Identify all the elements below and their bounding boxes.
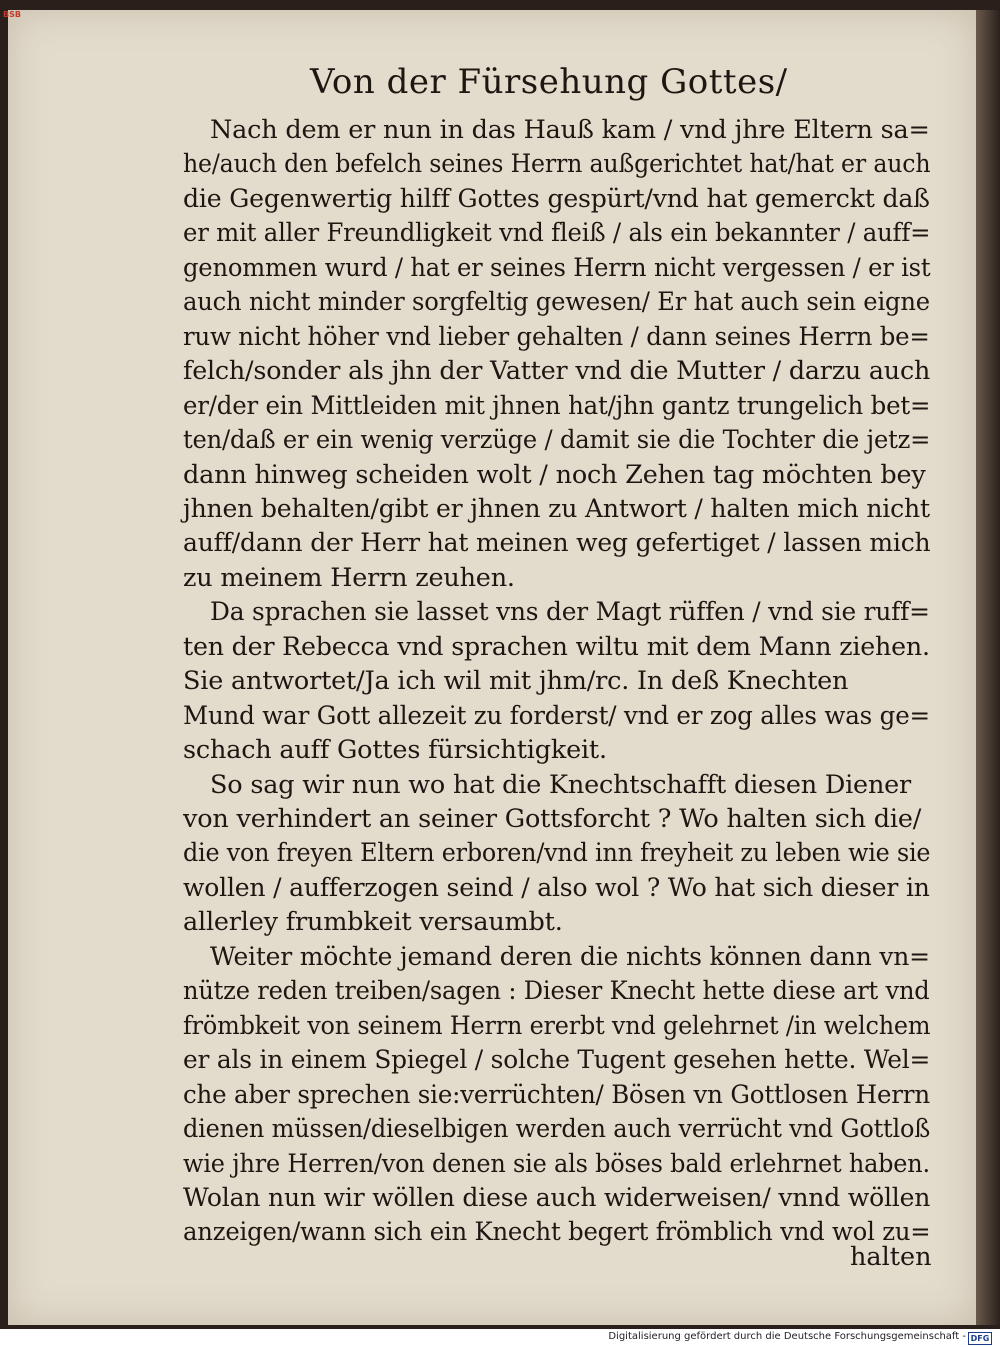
- footer-bar: [0, 1329, 1000, 1347]
- running-title: Von der Fürsehung Gottes/: [310, 62, 788, 102]
- text-line: Mund war Gott allezeit zu forderst/ vnd er zog alles was ge=: [183, 700, 930, 731]
- text-line: che aber sprechen sie:verrüchten/ Bösen vn Gottlosen Herrn: [183, 1079, 930, 1110]
- text-line: die von freyen Eltern erboren/vnd inn freyheit zu leben wie sie: [183, 838, 931, 869]
- text-line: nütze reden treiben/sagen : Dieser Knecht hette diese art vnd: [183, 976, 930, 1007]
- text-line: Sie antwortet/Ja ich wil mit jhm/rc. In deß Knechten: [183, 666, 849, 697]
- text-line: er mit aller Freundligkeit vnd fleiß / als ein bekannter / auff=: [183, 218, 931, 249]
- text-line: frömbkeit von seinem Herrn ererbt vnd gelehrnet /in welchem: [183, 1010, 931, 1041]
- dfg-logo: DFG: [968, 1332, 992, 1345]
- library-mark: BSB: [3, 10, 21, 19]
- text-line: die Gegenwertig hilff Gottes gespürt/vnd hat gemerckt daß: [183, 183, 930, 214]
- text-line: Wolan nun wir wöllen diese auch widerweisen/ vnnd wöllen: [183, 1182, 931, 1213]
- page-edge: [976, 10, 1000, 1325]
- text-line: Nach dem er nun in das Hauß kam / vnd jhre Eltern sa=: [210, 115, 930, 145]
- catchword: halten: [850, 1242, 932, 1272]
- text-line: dann hinweg scheiden wolt / noch Zehen tag möchten bey: [183, 459, 926, 490]
- text-line: dienen müssen/dieselbigen werden auch verrücht vnd Gottloß: [183, 1114, 931, 1145]
- text-line: auff/dann der Herr hat meinen weg gefertiget / lassen mich: [183, 528, 931, 559]
- text-line: ruw nicht höher vnd lieber gehalten / dann seines Herrn be=: [183, 321, 930, 352]
- text-line: So sag wir nun wo hat die Knechtschafft diesen Diener: [210, 769, 912, 800]
- text-line: genommen wurd / hat er seines Herrn nicht vergessen / er ist: [183, 252, 931, 283]
- footer-credit: Digitalisierung gefördert durch die Deutsche Forschungsgemeinschaft -: [608, 1331, 966, 1342]
- text-line: wie jhre Herren/von denen sie als böses bald erlehrnet haben.: [183, 1148, 930, 1179]
- text-line: Da sprachen sie lasset vns der Magt rüffen / vnd sie ruff=: [210, 597, 930, 628]
- text-line: jhnen behalten/gibt er jhnen zu Antwort / halten mich nicht: [183, 493, 930, 524]
- text-line: Weiter möchte jemand deren die nichts können dann vn=: [210, 941, 930, 972]
- text-line: ten/daß er ein wenig verzüge / damit sie die Tochter die jetz=: [183, 425, 931, 456]
- text-line: ten der Rebecca vnd sprachen wiltu mit dem Mann ziehen.: [183, 631, 930, 662]
- text-line: auch nicht minder sorgfeltig gewesen/ Er hat auch sein eigne: [183, 287, 930, 318]
- text-line: von verhindert an seiner Gottsforcht ? Wo halten sich die/: [183, 804, 922, 834]
- text-line: er/der ein Mittleiden mit jhnen hat/jhn gantz trungelich bet=: [183, 390, 931, 421]
- text-line: felch/sonder als jhn der Vatter vnd die Mutter / darzu auch: [183, 356, 931, 387]
- text-line: schach auff Gottes fürsichtigkeit.: [183, 735, 607, 766]
- text-line: er als in einem Spiegel / solche Tugent gesehen hette. Wel=: [183, 1045, 931, 1076]
- text-line: he/auch den befelch seines Herrn außgerichtet hat/hat er auch: [183, 149, 931, 180]
- text-line: allerley frumbkeit versaumbt.: [183, 907, 563, 938]
- text-line: anzeigen/wann sich ein Knecht begert frömblich vnd wol zu=: [183, 1217, 931, 1248]
- text-line: wollen / aufferzogen seind / also wol ? Wo hat sich dieser in: [183, 872, 930, 903]
- text-line: zu meinem Herrn zeuhen.: [183, 562, 515, 593]
